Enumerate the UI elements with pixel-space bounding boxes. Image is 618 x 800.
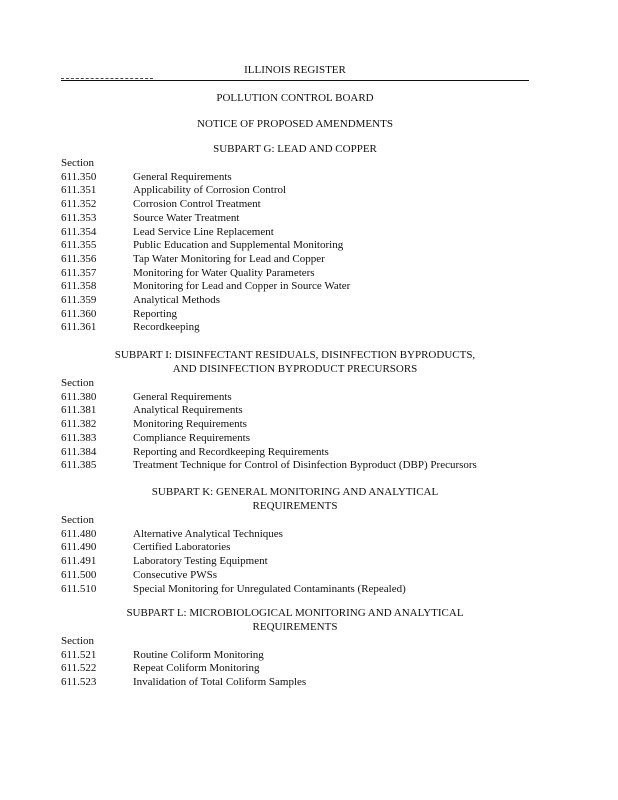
section-row	[61, 198, 531, 212]
header-rule-decoration	[61, 78, 153, 79]
section-row	[61, 418, 531, 432]
section-title: Applicability of Corrosion Control	[133, 184, 287, 197]
section-title: Corrosion Control Treatment	[133, 198, 261, 211]
section-title: Invalidation of Total Coliform Samples	[133, 676, 307, 689]
section-row	[61, 459, 531, 473]
section-number: 611.491	[61, 555, 97, 568]
section-title: Laboratory Testing Equipment	[133, 555, 268, 568]
section-title: Analytical Requirements	[133, 404, 243, 417]
section-title: Recordkeeping	[133, 321, 200, 334]
section-title: Monitoring for Water Quality Parameters	[133, 266, 315, 279]
section-number: 611.500	[61, 568, 97, 581]
section-number: 611.351	[61, 184, 97, 197]
section-row	[61, 171, 531, 185]
board-name: POLLUTION CONTROL BOARD	[216, 92, 374, 104]
subpart-i-heading	[61, 349, 529, 376]
section-row	[61, 321, 531, 335]
section-number: 611.385	[61, 459, 97, 472]
section-title: General Requirements	[133, 170, 232, 183]
section-number: 611.355	[61, 239, 97, 252]
section-number: 611.359	[61, 294, 97, 307]
section-row	[61, 528, 531, 542]
section-title: Tap Water Monitoring for Lead and Copper	[133, 252, 325, 265]
section-number: 611.381	[61, 404, 97, 417]
section-number: 611.384	[61, 445, 97, 458]
section-number: 611.521	[61, 648, 97, 661]
subpart-heading-line: SUBPART G: LEAD AND COPPER	[213, 143, 377, 155]
section-row	[61, 239, 531, 253]
subpart-i-section-list	[61, 377, 531, 473]
section-row	[61, 541, 531, 555]
section-label: Section	[61, 635, 94, 647]
section-row	[61, 212, 531, 226]
section-title: Public Education and Supplemental Monitoring	[133, 239, 344, 252]
section-title: Lead Service Line Replacement	[133, 225, 274, 238]
section-number: 611.360	[61, 307, 97, 320]
register-title: ILLINOIS REGISTER	[244, 64, 346, 76]
section-number: 611.361	[61, 321, 97, 334]
section-number: 611.510	[61, 582, 97, 595]
section-row	[61, 649, 531, 663]
section-title: Monitoring for Lead and Copper in Source Water	[133, 280, 351, 293]
section-number: 611.353	[61, 211, 97, 224]
section-title: Special Monitoring for Unregulated Contaminants (Repealed)	[133, 582, 406, 595]
section-title: Alternative Analytical Techniques	[133, 527, 283, 540]
subpart-heading-line: REQUIREMENTS	[252, 499, 338, 512]
section-number: 611.382	[61, 418, 97, 431]
section-row	[61, 404, 531, 418]
section-title: Source Water Treatment	[133, 211, 240, 224]
subpart-heading-line: SUBPART K: GENERAL MONITORING AND ANALYTICAL	[151, 486, 439, 498]
section-row	[61, 294, 531, 308]
subpart-l-section-list	[61, 635, 531, 690]
section-row	[61, 308, 531, 322]
section-title: Monitoring Requirements	[133, 418, 247, 431]
section-number: 611.380	[61, 390, 97, 403]
section-number: 611.350	[61, 170, 97, 183]
section-number: 611.480	[61, 527, 97, 540]
section-row	[61, 184, 531, 198]
section-title: Repeat Coliform Monitoring	[133, 662, 260, 675]
subpart-heading-line: SUBPART L: MICROBIOLOGICAL MONITORING AND ANALYTICAL	[126, 607, 464, 619]
section-title: General Requirements	[133, 390, 232, 403]
subpart-heading-line: AND DISINFECTION BYPRODUCT PRECURSORS	[172, 362, 418, 375]
register-header	[61, 64, 529, 81]
section-title: Analytical Methods	[133, 294, 221, 307]
section-row	[61, 280, 531, 294]
notice-title: NOTICE OF PROPOSED AMENDMENTS	[197, 118, 393, 130]
section-number: 611.356	[61, 252, 97, 265]
section-label: Section	[61, 157, 94, 169]
subpart-k-section-list	[61, 514, 531, 596]
section-number: 611.522	[61, 662, 97, 675]
subpart-heading-line: REQUIREMENTS	[252, 620, 338, 633]
section-title: Compliance Requirements	[133, 431, 250, 444]
subpart-g-section-list	[61, 157, 531, 335]
section-number: 611.523	[61, 676, 97, 689]
section-number: 611.358	[61, 280, 97, 293]
subpart-g-heading	[61, 143, 529, 157]
section-row	[61, 226, 531, 240]
section-row	[61, 446, 531, 460]
section-number: 611.352	[61, 198, 97, 211]
section-label: Section	[61, 514, 94, 526]
section-row	[61, 662, 531, 676]
section-number: 611.354	[61, 225, 97, 238]
section-row	[61, 432, 531, 446]
section-title: Routine Coliform Monitoring	[133, 648, 264, 661]
section-row	[61, 676, 531, 690]
section-title: Reporting	[133, 307, 177, 320]
section-number: 611.490	[61, 541, 97, 554]
subpart-k-heading	[61, 486, 529, 513]
section-number: 611.383	[61, 431, 97, 444]
section-row	[61, 555, 531, 569]
section-title: Certified Laboratories	[133, 541, 231, 554]
section-title: Consecutive PWSs	[133, 568, 218, 581]
section-title: Treatment Technique for Control of Disinfection Byproduct (DBP) Precursors	[133, 459, 477, 472]
section-row	[61, 569, 531, 583]
section-row	[61, 253, 531, 267]
subpart-l-heading	[61, 607, 529, 634]
section-title: Reporting and Recordkeeping Requirements	[133, 445, 329, 458]
section-label: Section	[61, 377, 94, 389]
section-number: 611.357	[61, 266, 97, 279]
section-row	[61, 583, 531, 597]
subpart-heading-line: SUBPART I: DISINFECTANT RESIDUALS, DISINFECTION BYPRODUCTS,	[114, 349, 476, 361]
section-row	[61, 391, 531, 405]
section-row	[61, 267, 531, 281]
